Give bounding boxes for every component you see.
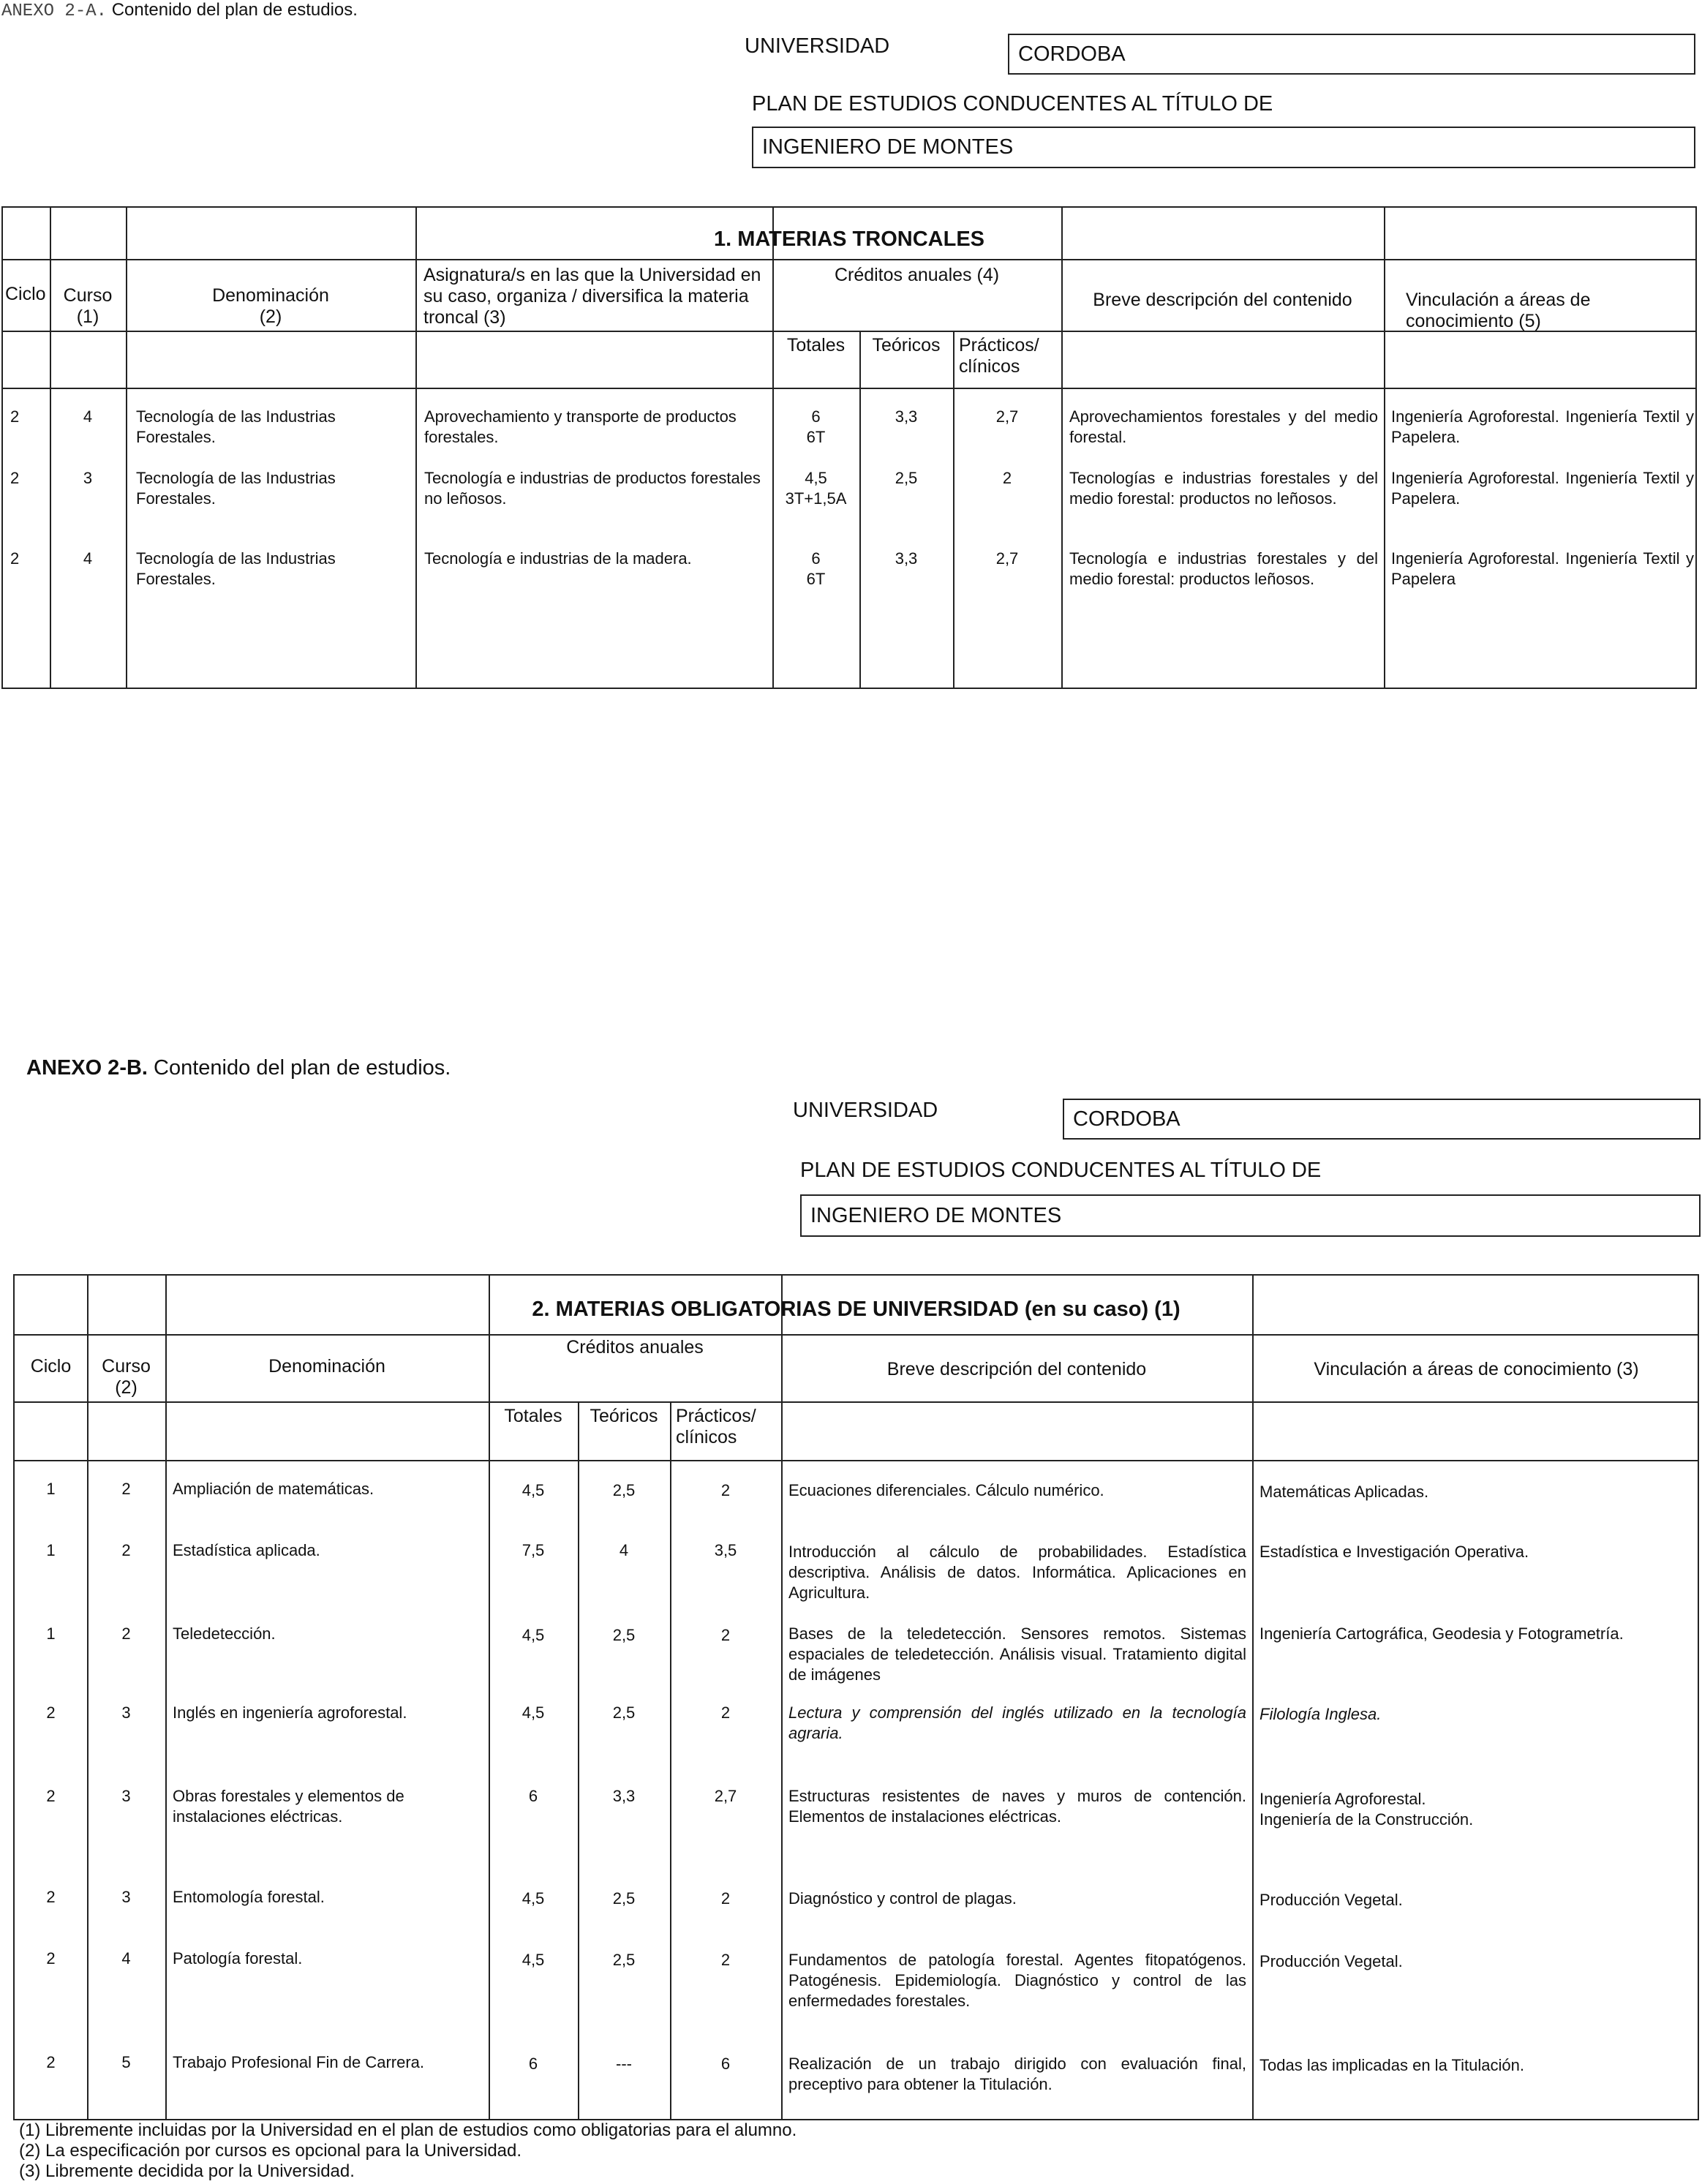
row-curso: 4: [83, 407, 93, 426]
header-ciclo: Ciclo: [5, 284, 46, 304]
header-vinculacion: Vinculación a áreas de conocimiento (5): [1406, 290, 1591, 331]
annex-a-universidad-label: UNIVERSIDAD: [745, 34, 890, 58]
header-breve: Breve descripción del contenido: [1093, 290, 1352, 310]
header-denominacion-note: (2): [259, 306, 282, 327]
row-practicos: 2: [720, 1889, 731, 1908]
row-totales-value: 6: [811, 407, 821, 426]
row-denominacion: Estadística aplicada.: [173, 1541, 320, 1559]
row-ciclo: 2: [10, 549, 20, 568]
annex-b-title-prefix: ANEXO 2-B.: [26, 1056, 148, 1080]
row-ciclo: 2: [46, 1787, 56, 1805]
row-denominacion: Teledetección.: [173, 1624, 276, 1643]
annex-a-plan-field: INGENIERO DE MONTES: [752, 127, 1695, 168]
annex-a-universidad-field: CORDOBA: [1008, 34, 1695, 75]
row-breve: Estructuras resistentes de naves y muros de contención. Elementos de instalaciones eléctricas.: [788, 1787, 1246, 1826]
row-totales: 7,5: [521, 1541, 545, 1559]
row-practicos: 2: [1002, 469, 1012, 487]
annex-b-plan-field: INGENIERO DE MONTES: [800, 1194, 1701, 1237]
row-totales: 4,5: [521, 1626, 545, 1644]
row-practicos: 2: [720, 1626, 731, 1644]
row-teoricos: 2,5: [612, 1481, 636, 1499]
header-totales: Totales: [786, 335, 846, 355]
row-vinculacion: Producción Vegetal.: [1259, 1891, 1403, 1909]
row-practicos: 6: [720, 2055, 731, 2073]
row-teoricos: 2,5: [895, 469, 918, 487]
header-breve: Breve descripción del contenido: [886, 1359, 1147, 1379]
header-creditos: Créditos anuales: [566, 1337, 704, 1358]
row-breve: Bases de la teledetección. Sensores remotos. Sistemas espaciales de teledetección. Análisis visual. Tratamiento digital de imágenes: [788, 1624, 1246, 1684]
row-curso: 4: [83, 549, 93, 568]
row-teoricos: 2,5: [612, 1703, 636, 1722]
row-curso: 5: [121, 2053, 131, 2071]
row-totales-detail: 3T+1,5A: [785, 489, 847, 508]
row-curso: 3: [121, 1787, 131, 1805]
row-teoricos: 3,3: [612, 1787, 636, 1805]
header-curso-label: Curso: [102, 1356, 151, 1377]
row-vinculacion: Todas las implicadas en la Titulación.: [1259, 2056, 1524, 2074]
row-practicos: 2,7: [995, 407, 1019, 426]
row-ciclo: 2: [46, 1703, 56, 1722]
row-vinculacion: Filología Inglesa.: [1259, 1705, 1382, 1723]
row-breve: Fundamentos de patología forestal. Agentes fitopatógenos. Patogénesis. Epidemiología. Diagnóstico y control de las enfermedades forestales.: [788, 1951, 1246, 2010]
annex-a-title-prefix: ANEXO 2-A.: [1, 1, 108, 21]
header-curso: [87, 1356, 165, 1398]
row-breve: Tecnología e industrias forestales y del medio forestal: productos leñosos.: [1069, 549, 1378, 588]
row-asignatura: Aprovechamiento y transporte de productos forestales.: [424, 407, 737, 446]
row-ciclo: 2: [46, 2053, 56, 2071]
row-denominacion: Trabajo Profesional Fin de Carrera.: [173, 2053, 425, 2071]
row-totales-detail: 6T: [806, 570, 826, 588]
annex-a-title: [1, 0, 358, 21]
row-vinculacion-line: Ingeniería Agroforestal.: [1259, 1790, 1426, 1808]
row-curso: 2: [121, 1624, 131, 1643]
footnote: (3) Libremente decidida por la Universidad.: [19, 2161, 355, 2181]
row-curso: 4: [121, 1949, 131, 1968]
row-breve: Diagnóstico y control de plagas.: [788, 1889, 1017, 1908]
row-vinculacion: Producción Vegetal.: [1259, 1952, 1403, 1970]
row-ciclo: 2: [10, 407, 20, 426]
annex-b-title: [26, 1056, 451, 1080]
row-breve: Introducción al cálculo de probabilidades. Estadística descriptiva. Análisis de datos. Informática. Aplicaciones en Agricultura.: [788, 1543, 1246, 1602]
header-teoricos: Teóricos: [590, 1406, 658, 1426]
annex-a-title-rest: Contenido del plan de estudios.: [111, 0, 358, 20]
row-ciclo: 2: [46, 1888, 56, 1906]
header-denominacion: [126, 285, 415, 328]
row-totales: [772, 468, 859, 509]
header-creditos: Créditos anuales (4): [834, 265, 1000, 285]
row-totales: 6: [528, 1787, 538, 1805]
row-denominacion: Tecnología de las Industrias Forestales.: [136, 549, 336, 588]
row-totales-value: 6: [811, 549, 821, 568]
row-totales: 4,5: [521, 1703, 545, 1722]
row-breve: Ecuaciones diferenciales. Cálculo numérico.: [788, 1481, 1104, 1499]
annex-a-table-title: 1. MATERIAS TRONCALES: [713, 227, 985, 251]
row-ciclo: 1: [46, 1541, 56, 1559]
row-teoricos: 2,5: [612, 1626, 636, 1644]
row-asignatura: Tecnología e industrias de la madera.: [424, 549, 692, 568]
row-ciclo: 2: [46, 1949, 56, 1968]
row-teoricos: 4: [619, 1541, 629, 1559]
header-totales: Totales: [504, 1406, 562, 1426]
row-vinculacion: Matemáticas Aplicadas.: [1259, 1483, 1429, 1501]
row-teoricos: 3,3: [895, 549, 918, 568]
annex-b-plan-label: PLAN DE ESTUDIOS CONDUCENTES AL TÍTULO DE: [800, 1159, 1322, 1182]
row-practicos: 2: [720, 1703, 731, 1722]
row-breve: Lectura y comprensión del inglés utilizado en la tecnología agraria.: [788, 1703, 1246, 1742]
row-breve: Tecnologías e industrias forestales y del medio forestal: productos no leñosos.: [1069, 469, 1378, 508]
row-teoricos: 2,5: [612, 1951, 636, 1969]
header-denominacion-label: Denominación: [212, 285, 329, 306]
row-teoricos: 2,5: [612, 1889, 636, 1908]
row-vinculacion: Ingeniería Agroforestal. Ingeniería Textil y Papelera: [1391, 549, 1694, 588]
annex-b-universidad-field: CORDOBA: [1063, 1099, 1701, 1140]
row-vinculacion: [1259, 1789, 1695, 1830]
row-curso: 3: [121, 1703, 131, 1722]
header-curso: [50, 285, 126, 328]
header-asignatura: Asignatura/s en las que la Universidad en su caso, organiza / diversifica la materia troncal (3): [423, 265, 761, 328]
row-totales: 6: [528, 2055, 538, 2073]
header-teoricos: Teóricos: [872, 335, 941, 355]
row-curso: 2: [121, 1480, 131, 1498]
row-denominacion: Tecnología de las Industrias Forestales.: [136, 469, 336, 508]
row-denominacion: Obras forestales y elementos de instalaciones eléctricas.: [173, 1787, 404, 1826]
row-denominacion: Tecnología de las Industrias Forestales.: [136, 407, 336, 446]
row-practicos: 2,7: [714, 1787, 737, 1805]
row-totales: 4,5: [521, 1889, 545, 1908]
header-ciclo: Ciclo: [30, 1356, 72, 1377]
row-vinculacion: Estadística e Investigación Operativa.: [1259, 1543, 1529, 1561]
row-vinculacion: Ingeniería Cartográfica, Geodesia y Fotogrametría.: [1259, 1624, 1624, 1643]
row-ciclo: 2: [10, 469, 20, 487]
annex-a-table: [1, 206, 1697, 689]
row-teoricos: ---: [616, 2055, 632, 2073]
header-vinculacion: Vinculación a áreas de conocimiento (3): [1314, 1359, 1639, 1379]
footnote: (2) La especificación por cursos es opcional para la Universidad.: [19, 2141, 522, 2161]
row-asignatura: Tecnología e industrias de productos forestales no leñosos.: [424, 469, 761, 508]
row-breve: Realización de un trabajo dirigido con evaluación final, preceptivo para obtener la Titulación.: [788, 2055, 1246, 2093]
footnote: (1) Libremente incluidas por la Universidad en el plan de estudios como obligatorias para el alumno.: [19, 2120, 797, 2140]
row-totales: [772, 549, 859, 590]
header-curso-label: Curso: [63, 285, 113, 306]
row-totales-value: 4,5: [805, 469, 827, 487]
row-practicos: 2: [720, 1951, 731, 1969]
row-denominacion: Ampliación de matemáticas.: [173, 1480, 374, 1498]
header-curso-note: (1): [76, 306, 99, 327]
row-ciclo: 1: [46, 1624, 56, 1643]
header-practicos: Prácticos/ clínicos: [959, 335, 1039, 377]
annex-b-title-rest: Contenido del plan de estudios.: [154, 1056, 451, 1080]
annex-a-plan-label: PLAN DE ESTUDIOS CONDUCENTES AL TÍTULO DE: [752, 92, 1273, 116]
header-denominacion: Denominación: [268, 1356, 385, 1377]
row-curso: 2: [121, 1541, 131, 1559]
row-practicos: 2,7: [995, 549, 1019, 568]
row-totales-detail: 6T: [806, 428, 826, 446]
row-denominacion: Inglés en ingeniería agroforestal.: [173, 1703, 407, 1722]
row-ciclo: 1: [46, 1480, 56, 1498]
annex-b-table-title: 2. MATERIAS OBLIGATORIAS DE UNIVERSIDAD (en su caso) (1): [532, 1298, 1181, 1321]
row-vinculacion: Ingeniería Agroforestal. Ingeniería Textil y Papelera.: [1391, 407, 1694, 446]
row-curso: 3: [83, 469, 93, 487]
row-totales: 4,5: [521, 1481, 545, 1499]
row-practicos: 3,5: [714, 1541, 737, 1559]
header-curso-note: (2): [115, 1377, 138, 1398]
row-breve: Aprovechamientos forestales y del medio forestal.: [1069, 407, 1378, 446]
row-denominacion: Patología forestal.: [173, 1949, 303, 1968]
row-curso: 3: [121, 1888, 131, 1906]
annex-b-universidad-label: UNIVERSIDAD: [793, 1099, 938, 1122]
row-denominacion: Entomología forestal.: [173, 1888, 325, 1906]
row-totales: 4,5: [521, 1951, 545, 1969]
row-vinculacion: Ingeniería Agroforestal. Ingeniería Textil y Papelera.: [1391, 469, 1694, 508]
row-practicos: 2: [720, 1481, 731, 1499]
header-practicos: Prácticos/ clínicos: [676, 1406, 756, 1447]
row-teoricos: 3,3: [895, 407, 918, 426]
row-totales: [772, 407, 859, 448]
annex-b-table: [13, 1274, 1699, 2120]
row-vinculacion-line: Ingeniería de la Construcción.: [1259, 1810, 1474, 1829]
